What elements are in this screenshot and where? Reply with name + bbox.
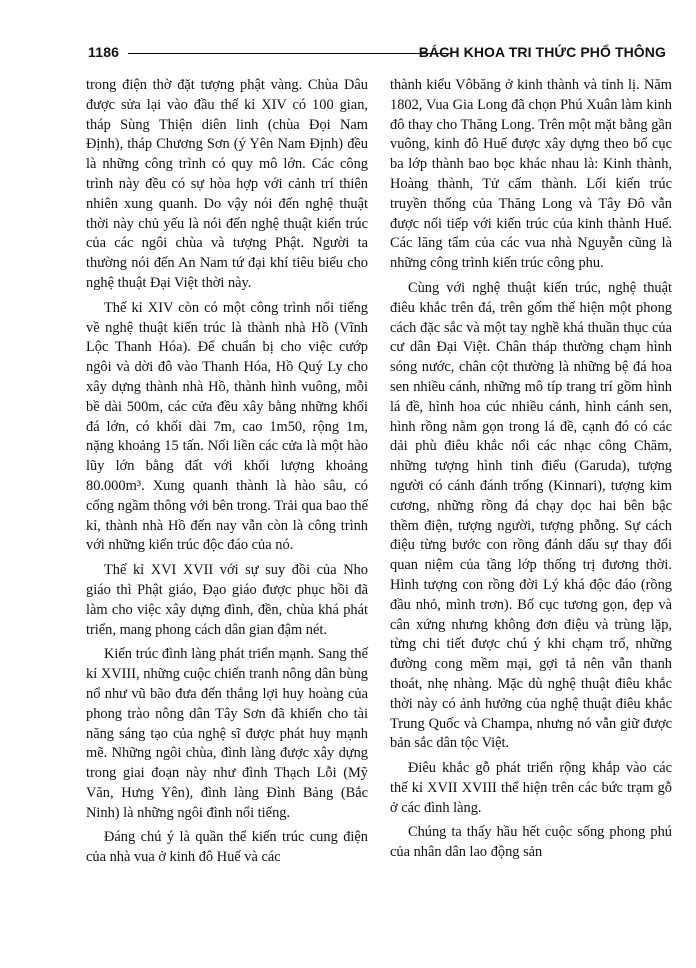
paragraph: Thế kỉ XIV còn có một công trình nổi tiếng về nghệ thuật kiến trúc là thành nhà Hồ (Vĩnh Lộc Thanh Hóa). Để chuẩn bị cho việc cướp ngôi và dời đô vào Thanh Hóa, Hồ Quý Ly cho xây dựng thành nhà Hồ, thành hình vuông, mỗi bề dài 500m, các cửa đều xây bằng những khối đá lớn, có khối dài 7m, cao 1m50, rộng 1m, nặng khoảng 15 tấn. Nối liền các cửa là một hào lũy lớn bằng đất với khối lượng khoảng 80.000m³. Xung quanh thành là hào sâu, có cống ngầm thông với bên trong. Trải qua bao thế kỉ, thành nhà Hồ đến nay vẫn còn là công trình với những kiến trúc độc đáo của nó. bbox=[86, 299, 368, 554]
right-column bbox=[390, 76, 672, 868]
paragraph: thành kiểu Vôbăng ở kinh thành và tỉnh lị. Năm 1802, Vua Gia Long đã chọn Phú Xuân làm kinh đô thay cho Thăng Long. Trên một mặt bằng gần vuông, kinh đô Huế được xây dựng theo bố cục ba lớp thành bao bọc khác nhau là: Kinh thành, Hoàng thành, Tử cấm thành. Lối kiến trúc truyền thống của Thăng Long và Tây Đô vẫn được nối tiếp với kiến trúc của kinh thành Huế. Các lăng tẩm của các vua nhà Nguyễn cũng là những công trình kiến trúc công phu. bbox=[390, 77, 672, 272]
paragraph: Cùng với nghệ thuật kiến trúc, nghệ thuật điêu khắc trên đá, trên gốm thể hiện một phong cách đặc sắc và một tay nghề khá thuần thục của cư dân Đại Việt. Chân tháp thường chạm hình sóng nước, chân cột thường là những bệ đá hoa sen nhiều cánh, những mô típ trang trí gồm hình lá đề, hình hoa cúc nhiều cánh, hình cánh sen, hình rồng nằm gọn trong lá đề, cạnh đó có các dải phù điêu khắc nổi các nhạc công Chăm, những tượng hình tinh điểu (Garuda), tượng người có cánh đánh trống (Kinnari), tượng kim cương, những rồng đá chạy dọc hai bên bậc thềm điện, tượng người, tượng phỗng. Sự cách điệu từng bước con rồng đánh dấu sự thay đổi quan niệm của tầng lớp thống trị đương thời. Hình tượng con rồng đời Lý khá độc đáo (rồng đầu nhỏ, mình trơn). Bố cục tương gọn, đẹp và cân xứng nhưng không đơn điệu và trùng lặp, từng chi tiết được chú ý khi chạm trổ, những đường cong mềm mại, gợi tả nên vẫn thanh thoát, nhẹ nhàng. Mặc dù nghệ thuật điêu khắc thời này có ảnh hưởng của nghệ thuật điêu khắc Trung Quốc và Champa, nhưng nó vẫn giữ được bản sắc dân tộc Việt. bbox=[390, 279, 672, 752]
running-title: BÁCH KHOA TRI THỨC PHỔ THÔNG bbox=[418, 44, 666, 60]
page-number: 1186 bbox=[88, 44, 120, 60]
paragraph: Điêu khắc gỗ phát triển rộng khắp vào các thế kỉ XVII XVIII thể hiện trên các bức trạm gỗ ở các đình làng. bbox=[390, 760, 672, 816]
page-header bbox=[88, 42, 666, 64]
left-column bbox=[86, 76, 368, 873]
paragraph: Đáng chú ý là quần thể kiến trúc cung điện của nhà vua ở kinh đô Huế và các bbox=[86, 829, 368, 866]
paragraph: Thế kỉ XVI XVII với sự suy đồi của Nho giáo thì Phật giáo, Đạo giáo được phục hồi đã làm cho việc xây dựng đình, đền, chùa khá phát triển, mang phong cách dân gian đậm nét. bbox=[86, 562, 368, 638]
paragraph: trong điện thờ đặt tượng phật vàng. Chùa Dâu được sửa lại vào đầu thế kỉ XIV có 100 gian, tháp Sùng Thiện diên linh (chùa Đọi Nam Định), tháp Chương Sơn (ý Yên Nam Định) đều là những công trình có quy mô lớn. Các công trình này đều có sự hòa hợp với cảnh trí thiên nhiên xung quanh. Do vậy nói đến nghệ thuật thời này chủ yếu là nói đến nghệ thuật kiến trúc của các ngôi chùa và tượng Phật. Người ta thường nói đến An Nam tứ đại khí tiêu biểu cho nghệ thuật Đại Việt thời này. bbox=[86, 77, 368, 291]
paragraph: Chúng ta thấy hầu hết cuộc sống phong phú của nhân dân lao động sản bbox=[390, 824, 672, 861]
header-rule bbox=[128, 53, 451, 54]
paragraph: Kiến trúc đình làng phát triển mạnh. Sang thế kỉ XVIII, những cuộc chiến tranh nông dân bùng nổ như vũ bão đưa đến thắng lợi huy hoàng của phong trào nông dân Tây Sơn đã khiến cho tài năng sáng tạo của nghệ sĩ được phát huy mạnh mẽ. Những ngôi chùa, đình làng được xây dựng trong giai đoạn này như đình Thạch Lỗi (Mỹ Văn, Hưng Yên), đình làng Đình Bảng (Bắc Ninh) là những ngôi đình nổi tiếng. bbox=[86, 646, 368, 821]
